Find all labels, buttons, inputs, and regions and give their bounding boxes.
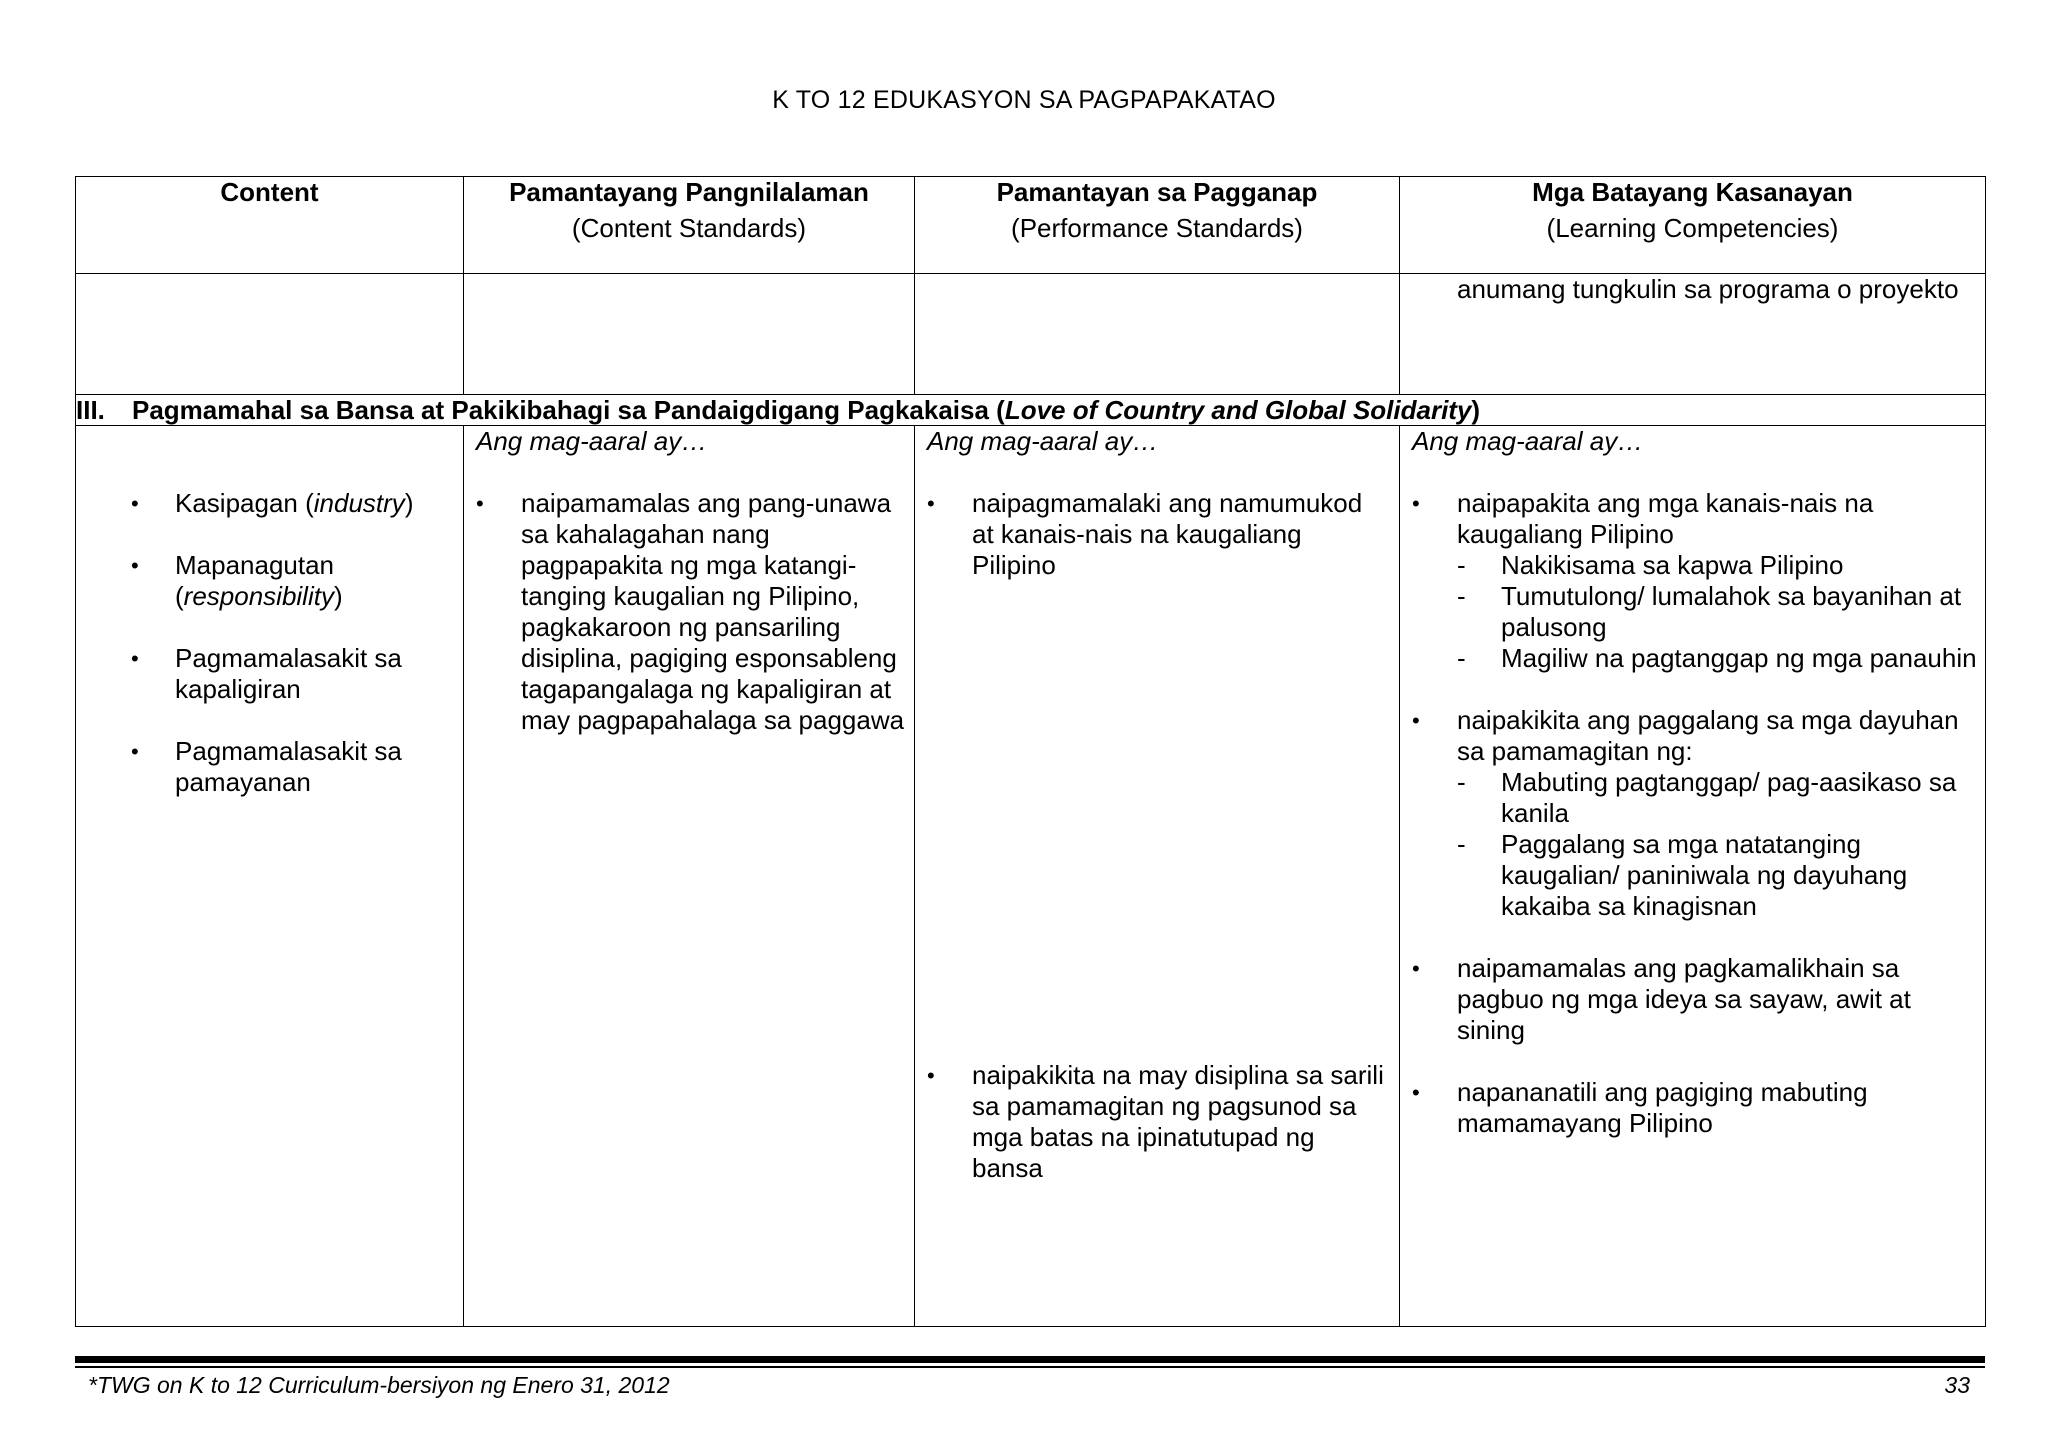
section-heading: III. Pagmamahal sa Bansa at Pakikibahagi sa Pandaigdigang Pagkakaisa (Love of Country and Global Solidarity) xyxy=(76,395,1986,426)
learning-competencies-cell xyxy=(1400,426,1986,1327)
curriculum-table xyxy=(75,176,1986,1327)
list-item: • Mapanagutan (responsibility) xyxy=(131,550,343,611)
list-item: • Pagmamalasakit sa pamayanan xyxy=(131,736,402,797)
list-item: • napananatili ang pagiging mabuting mamamayang Pilipino xyxy=(1412,1077,1868,1138)
table-row-continued xyxy=(76,274,1986,395)
list-item: • naipamamalas ang pagkamalikhain sa pagbuo ng mga ideya sa sayaw, awit at sining xyxy=(1412,953,1911,1045)
section-number: III. xyxy=(76,395,105,425)
sub-list-item: - Nakikisama sa kapwa Pilipino xyxy=(1457,550,1844,580)
footer-divider-thin xyxy=(75,1366,1985,1368)
sub-list xyxy=(1457,550,1977,674)
intro-text: Ang mag-aaral ay… xyxy=(1412,426,1644,456)
column-header-content-standards: Pamantayang Pangnilalaman (Content Standards) xyxy=(464,177,915,274)
list-item: • Pagmamalasakit sa kapaligiran xyxy=(131,643,402,704)
content-standards-cell xyxy=(464,426,915,1327)
footer-note: *TWG on K to 12 Curriculum-bersiyon ng Enero 31, 2012 xyxy=(88,1372,670,1398)
list-item: • Kasipagan (industry) xyxy=(131,488,414,518)
page-number: 33 xyxy=(1944,1372,1970,1398)
sub-list-item: - Mabuting pagtanggap/ pag-aasikaso sa kanila xyxy=(1457,767,1957,828)
section-title: Pagmamahal sa Bansa at Pakikibahagi sa Pandaigdigang Pagkakaisa ( xyxy=(132,395,1005,425)
sub-list-item: - Tumutulong/ lumalahok sa bayanihan at palusong xyxy=(1457,581,1962,642)
sub-list xyxy=(1457,767,1977,922)
footer-divider-thick xyxy=(75,1356,1985,1363)
column-header-content: Content xyxy=(76,177,464,274)
page-header-title: K TO 12 EDUKASYON SA PAGPAPAKATAO xyxy=(772,86,1276,114)
performance-standards-list-lower xyxy=(915,1060,1399,1184)
section-heading-row xyxy=(76,395,1986,426)
sub-list-item: - Magiliw na pagtanggap ng mga panauhin xyxy=(1457,643,1977,673)
list-item: • naipakikita ang paggalang sa mga dayuhan sa pamamagitan ng: - Mabuting pagtanggap/ pag-aasikaso sa kanila - Paggalang sa mga natatanging kaugalian/ paniniwala ng dayuhang kakaiba sa kinagisnan xyxy=(1400,705,1985,922)
competencies-list xyxy=(1400,488,1985,1139)
list-item: • naipagmamalaki ang namumukod at kanais-nais na kaugaliang Pilipino xyxy=(927,488,1363,580)
column-header-performance-standards: Pamantayan sa Pagganap (Performance Standards) xyxy=(915,177,1400,274)
table-row-main xyxy=(76,426,1986,1327)
column-header-learning-competencies: Mga Batayang Kasanayan (Learning Competencies) xyxy=(1400,177,1986,274)
list-item: • naipapakita ang mga kanais-nais na kaugaliang Pilipino - Nakikisama sa kapwa Pilipino - Tumutulong/ lumalahok sa bayanihan at palusong - Magiliw na pagtanggap ng mga panauhin xyxy=(1412,488,1977,673)
section-title-english: Love of Country and Global Solidarity xyxy=(1004,395,1472,425)
content-list xyxy=(76,488,463,798)
content-standards-list xyxy=(464,488,914,736)
performance-standards-cell xyxy=(915,426,1400,1327)
list-item: • naipamamalas ang pang-unawa sa kahalagahan nang pagpapakita ng mga katangi-tanging kaugalian ng Pilipino, pagkakaroon ng pansariling disiplina, pagiging esponsableng tagapangalaga ng kapaligiran at may pagpapahalaga sa paggawa xyxy=(476,488,905,735)
table-header-row xyxy=(76,177,1986,274)
intro-text: Ang mag-aaral ay… xyxy=(476,426,708,456)
list-item: • naipakikita na may disiplina sa sarili sa pamamagitan ng pagsunod sa mga batas na ipinatutupad ng bansa xyxy=(927,1060,1384,1183)
intro-text: Ang mag-aaral ay… xyxy=(927,426,1159,456)
performance-standards-list xyxy=(915,488,1399,581)
continued-competency-text: anumang tungkulin sa programa o proyekto xyxy=(1457,274,1959,304)
content-cell xyxy=(76,426,464,1327)
sub-list-item: - Paggalang sa mga natatanging kaugalian/ paniniwala ng dayuhang kakaiba sa kinagisnan xyxy=(1457,829,1908,921)
